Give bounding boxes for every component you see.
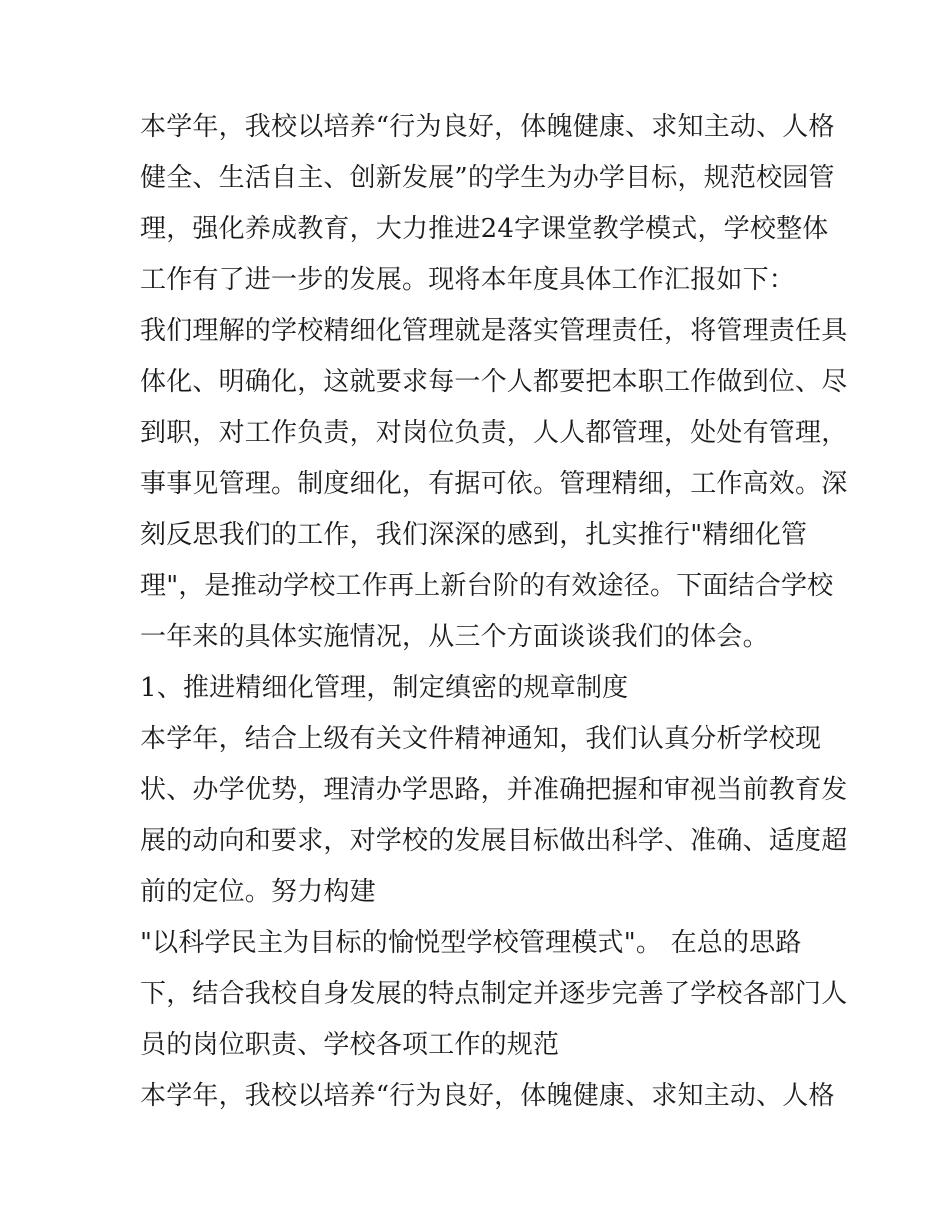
text-line: 事事见管理。制度细化，有据可依。管理精细，工作高效。深 xyxy=(140,469,848,499)
text-line: 本学年，结合上级有关文件精神通知，我们认真分析学校现 xyxy=(140,724,822,754)
text-line: 状、办学优势，理清办学思路，并准确把握和审视当前教育发 xyxy=(140,775,848,805)
text-line: 前的定位。努力构建 xyxy=(140,877,376,907)
text-line: 体化、明确化，这就要求每一个人都要把本职工作做到位、尽 xyxy=(140,367,848,397)
text-line: 本学年，我校以培养“行为良好，体魄健康、求知主动、人格 xyxy=(140,1081,835,1111)
text-line: 工作有了进一步的发展。现将本年度具体工作汇报如下： xyxy=(140,265,796,295)
document-body xyxy=(140,102,848,1122)
text-line: 我们理解的学校精细化管理就是落实管理责任，将管理责任具 xyxy=(140,316,848,346)
text-line: 理"，是推动学校工作再上新台阶的有效途径。下面结合学校 xyxy=(140,571,834,601)
text-line: 本学年，我校以培养“行为良好，体魄健康、求知主动、人格 xyxy=(140,112,835,142)
text-line: 刻反思我们的工作，我们深深的感到，扎实推行"精细化管 xyxy=(140,520,808,550)
text-line: 理，强化养成教育，大力推进24字课堂教学模式，学校整体 xyxy=(140,214,829,244)
text-line: 到职，对工作负责，对岗位负责，人人都管理，处处有管理， xyxy=(140,418,848,448)
text-line: 展的动向和要求，对学校的发展目标做出科学、准确、适度超 xyxy=(140,826,848,856)
text-line: 健全、生活自主、创新发展”的学生为办学目标，规范校园管 xyxy=(140,163,835,193)
text-line: 下，结合我校自身发展的特点制定并逐步完善了学校各部门人 xyxy=(140,979,848,1009)
text-line: 一年来的具体实施情况，从三个方面谈谈我们的体会。 xyxy=(140,622,769,652)
section-heading: 1、推进精细化管理，制定缜密的规章制度 xyxy=(140,673,629,703)
text-line: 员的岗位职责、学校各项工作的规范 xyxy=(140,1030,560,1060)
text-line: "以科学民主为目标的愉悦型学校管理模式"。 在总的思路 xyxy=(140,928,802,958)
